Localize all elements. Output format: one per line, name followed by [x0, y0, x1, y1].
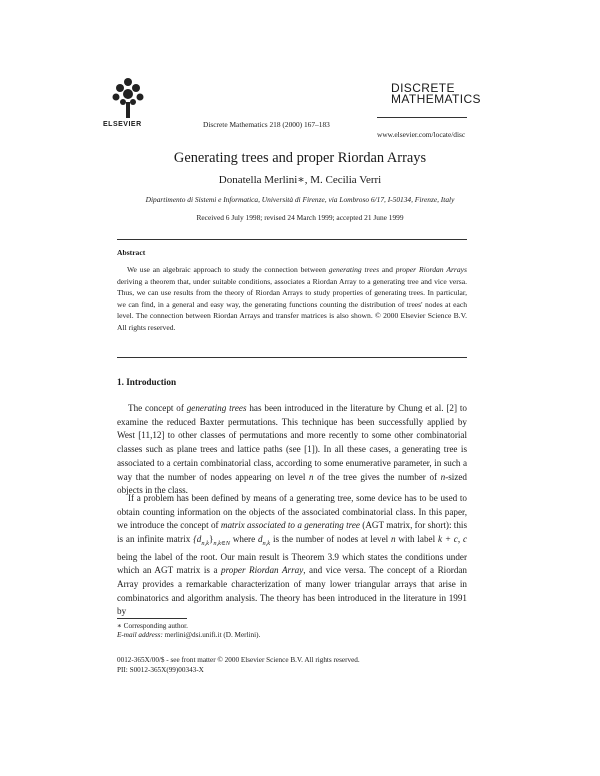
- journal-name: [391, 83, 481, 104]
- author-affiliation: Dipartimento di Sistemi e Informatica, Università di Firenze, via Lombroso 6/17, I-50134, Firenze, Italy: [145, 195, 455, 204]
- section-heading: 1. Introduction: [117, 377, 177, 387]
- footnote-rule: [117, 618, 187, 619]
- paper-title: Generating trees and proper Riordan Arrays: [173, 150, 427, 166]
- journal-name-line2: MATHEMATICS: [391, 91, 481, 106]
- abstract-bottom-rule: [117, 357, 467, 358]
- journal-url[interactable]: www.elsevier.com/locate/disc: [377, 130, 466, 139]
- footnote-email: E-mail address: merlini@dsi.unifi.it (D. Merlini).: [117, 631, 261, 639]
- body-paragraph: The concept of generating trees has been introduced in the literature by Chung et al. [2] to examine the reduced Baxter permutations. This technique has been successfully applied by West [11,12] to other classes of permutations and more recently to some other combinatorial classes such as plane trees and lattice paths (see [1]). In all these cases, a generating tree is associated to a certain combinatorial class, according to some enumerative parameter, in such a way that the number of nodes appearing on level n of the tree gives the number of n-sized objects in the class.: [117, 403, 467, 496]
- footnote-corresponding: ∗ Corresponding author.: [117, 622, 188, 630]
- journal-reference: Discrete Mathematics 218 (2000) 167–183: [203, 120, 330, 129]
- copyright-line: 0012-365X/00/$ - see front matter © 2000 Elsevier Science B.V. All rights reserved.: [117, 656, 360, 664]
- pii-line: PII: S0012-365X(99)00343-X: [117, 666, 204, 674]
- journal-divider: [377, 117, 467, 118]
- abstract-top-rule: [117, 239, 467, 240]
- abstract-heading: Abstract: [117, 248, 146, 257]
- abstract-text: We use an algebraic approach to study the connection between generating trees and proper Riordan Arrays deriving a theorem that, under suitable conditions, associates a Riordan Array to a generating tree and vice versa. Thus, we can use results from the theory of Riordan Arrays to study properties of generating trees. In particular, we can find, in a general and easy way, the generating functions counting the distribution of trees' nodes at each level. The connection between Riordan Arrays and transfer matrices is also shown. © 2000 Elsevier Science B.V. All rights reserved.: [117, 265, 467, 332]
- paper-authors: Donatella Merlini∗, M. Cecilia Verri: [218, 174, 382, 186]
- received-dates: Received 6 July 1998; revised 24 March 1999; accepted 21 June 1999: [196, 213, 404, 222]
- journal-name-line1: DISCRETE: [391, 81, 455, 95]
- body-paragraph: If a problem has been defined by means of a generating tree, some device has to be used to obtain counting information on the objects of the associated combinatorial class. In this paper, we introduce the concept of matrix associated to a generating tree (AGT matrix, for short): this is an infinite matrix $\{d_{n,k}\}_{n,k\in N}$ where $d_{n,k}$ is the number of nodes at level n with label k + c, c being the label of the root. Our main result is Theorem 3.9 which states the conditions under which an AGT matrix is a proper Riordan Array, and vice versa. The concept of a Riordan Array provides a remarkable characterization of many lower triangular arrays that arise in combinatorics and algorithm analysis. The theory has been introduced in the literature in 1991 by: [117, 493, 468, 617]
- publisher-logo-text: ELSEVIER: [103, 121, 142, 128]
